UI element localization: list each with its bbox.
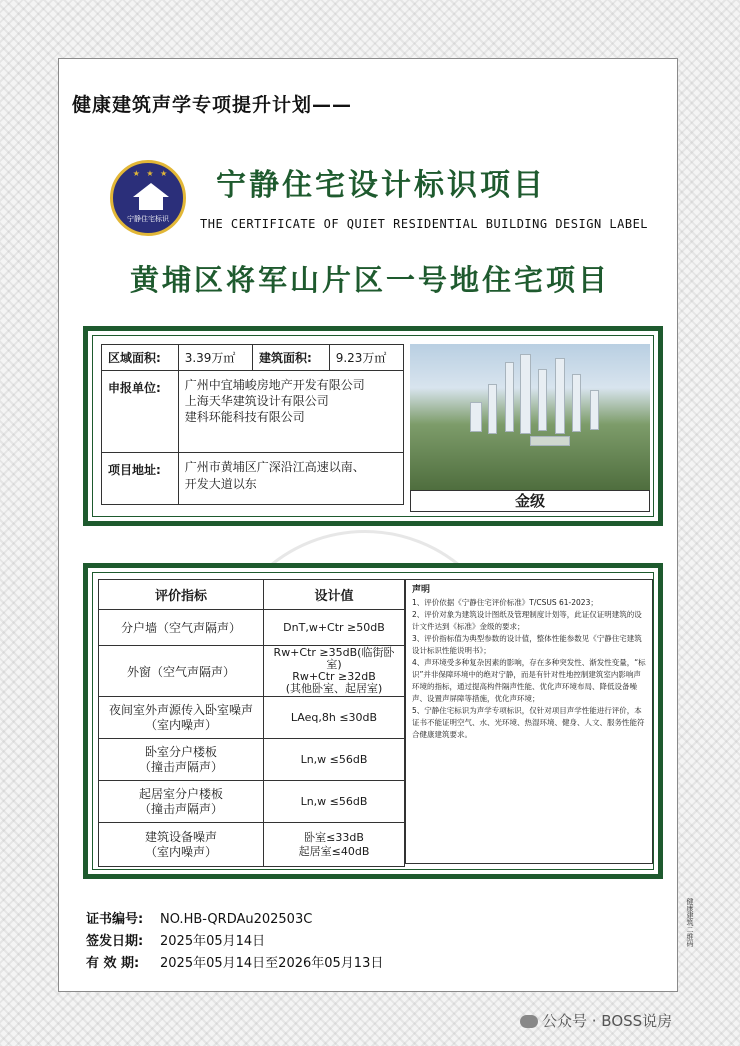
value-line: (其他卧室、起居室) — [285, 682, 383, 695]
project-name: 黄埔区将军山片区一号地住宅项目 — [129, 263, 610, 297]
area-label: 区域面积: — [102, 345, 179, 371]
col-indicator: 评价指标 — [99, 580, 264, 610]
value-line: 卧室≤33dB — [304, 830, 364, 844]
value-line: Rw+Ctr ≥32dB — [292, 670, 376, 683]
side-vertical-text: 健康建筑二维码 — [686, 898, 694, 947]
project-rendering-image — [410, 344, 650, 490]
address-label: 项目地址: — [102, 453, 179, 505]
build-area-value: 9.23万㎡ — [329, 345, 403, 371]
issue-date-value: 2025年05月14日 — [160, 934, 266, 949]
indicator-line: （撞击声隔声） — [138, 759, 223, 774]
indicator-line: 起居室分户楼板 — [138, 786, 223, 801]
note-item: 3、评价指标值为典型参数的设计值，整体性能参数见《宁静住宅建筑设计标识性能说明书》； — [412, 634, 642, 655]
build-area-label: 建筑面积: — [252, 345, 329, 371]
indicator-cell — [99, 823, 264, 867]
cert-number-label: 证书编号: — [86, 912, 144, 927]
note-item: 4、声环境受多种复杂因素的影响，存在多种突发性、渐发性变量，“标识”并非保障环境中的绝对宁静，而是有针对性地控制建筑室内影响声环境的指标，通过提高构件隔声性能、优化声环境布局、降低设备噪声、设置声屏障等措施，优化声环境； — [412, 658, 646, 703]
applicant-item: 建科环能科技有限公司 — [184, 410, 305, 424]
quiet-residence-logo — [110, 160, 186, 236]
indicator-cell: 分户墙（空气声隔声） — [99, 610, 264, 646]
value-cell: DnT,w+Ctr ≥50dB — [264, 610, 405, 646]
indicator-line: 建筑设备噪声 — [144, 829, 217, 844]
indicator-cell — [99, 781, 264, 823]
applicant-item: 广州中宜埔峻房地产开发有限公司 — [184, 378, 365, 392]
area-value: 3.39万㎡ — [178, 345, 252, 371]
value-cell: Ln,w ≤56dB — [264, 781, 405, 823]
validity-period — [86, 952, 383, 971]
indicator-cell — [99, 697, 264, 739]
grade-label: 金级 — [410, 490, 650, 512]
value-line: Rw+Ctr ≥35dB(临街卧室) — [273, 646, 395, 671]
certificate-title-en: THE CERTIFICATE OF QUIET RESIDENTIAL BUILDING DESIGN LABEL — [200, 217, 649, 231]
applicant-item: 上海天华建筑设计有限公司 — [184, 394, 329, 408]
indicator-cell — [99, 739, 264, 781]
certificate-number — [86, 908, 312, 927]
program-heading: 健康建筑声学专项提升计划—— — [72, 94, 353, 116]
address-line: 开发大道以东 — [184, 477, 257, 491]
address-text — [178, 453, 403, 505]
indicator-line: 夜间室外声源传入卧室噪声 — [108, 702, 253, 717]
value-cell — [264, 646, 405, 697]
validity-value: 2025年05月14日至2026年05月13日 — [160, 956, 384, 971]
issue-date-label: 签发日期: — [86, 934, 144, 949]
indicator-line: （撞击声隔声） — [138, 801, 223, 816]
wechat-icon — [520, 1015, 538, 1028]
value-line: 起居室≤40dB — [298, 844, 370, 858]
col-design-value: 设计值 — [264, 580, 405, 610]
note-item: 1、评价依据《宁静住宅评价标准》T/CSUS 61-2023； — [412, 598, 598, 607]
evaluation-panel — [83, 563, 663, 879]
cert-number-value: NO.HB-QRDAu202503C — [160, 912, 313, 927]
note-item: 5、宁静住宅标识为声学专项标识，仅针对项目声学性能进行评价，本证书不能证明空气、水、光环境、热湿环境、健身、人文、服务性能符合健康建筑要求。 — [412, 706, 645, 739]
indicator-line: （室内噪声） — [144, 844, 217, 859]
value-cell: LAeq,8h ≤30dB — [264, 697, 405, 739]
logo-ring-text: ★ ★ ★ — [132, 169, 170, 178]
applicant-label: 申报单位: — [102, 371, 179, 453]
validity-label: 有 效 期: — [86, 956, 140, 971]
applicant-list — [178, 371, 403, 453]
wechat-watermark — [520, 1010, 672, 1031]
issue-date — [86, 930, 265, 949]
value-cell: Ln,w ≤56dB — [264, 739, 405, 781]
note-item: 2、评价对象为建筑设计图纸及管理制度计划等，此证仅证明建筑的设计文件达到《标准》金级的要求； — [412, 610, 642, 631]
statement-notes — [405, 579, 653, 864]
address-line: 广州市黄埔区广深沿江高速以南、 — [184, 460, 365, 474]
indicator-line: 卧室分户楼板 — [144, 744, 217, 759]
logo-caption: 宁静住宅标识 — [127, 215, 169, 223]
notes-heading: 声明 — [412, 585, 431, 595]
certificate-title: 宁静住宅设计标识项目 — [216, 168, 546, 203]
indicator-line: （室内噪声） — [144, 717, 217, 732]
value-cell — [264, 823, 405, 867]
evaluation-table — [98, 579, 405, 867]
project-info-table — [101, 344, 404, 505]
watermark-text: 公众号 · BOSS说房 — [542, 1012, 673, 1030]
project-info-panel — [83, 326, 663, 526]
house-icon — [133, 183, 169, 213]
indicator-cell: 外窗（空气声隔声） — [99, 646, 264, 697]
